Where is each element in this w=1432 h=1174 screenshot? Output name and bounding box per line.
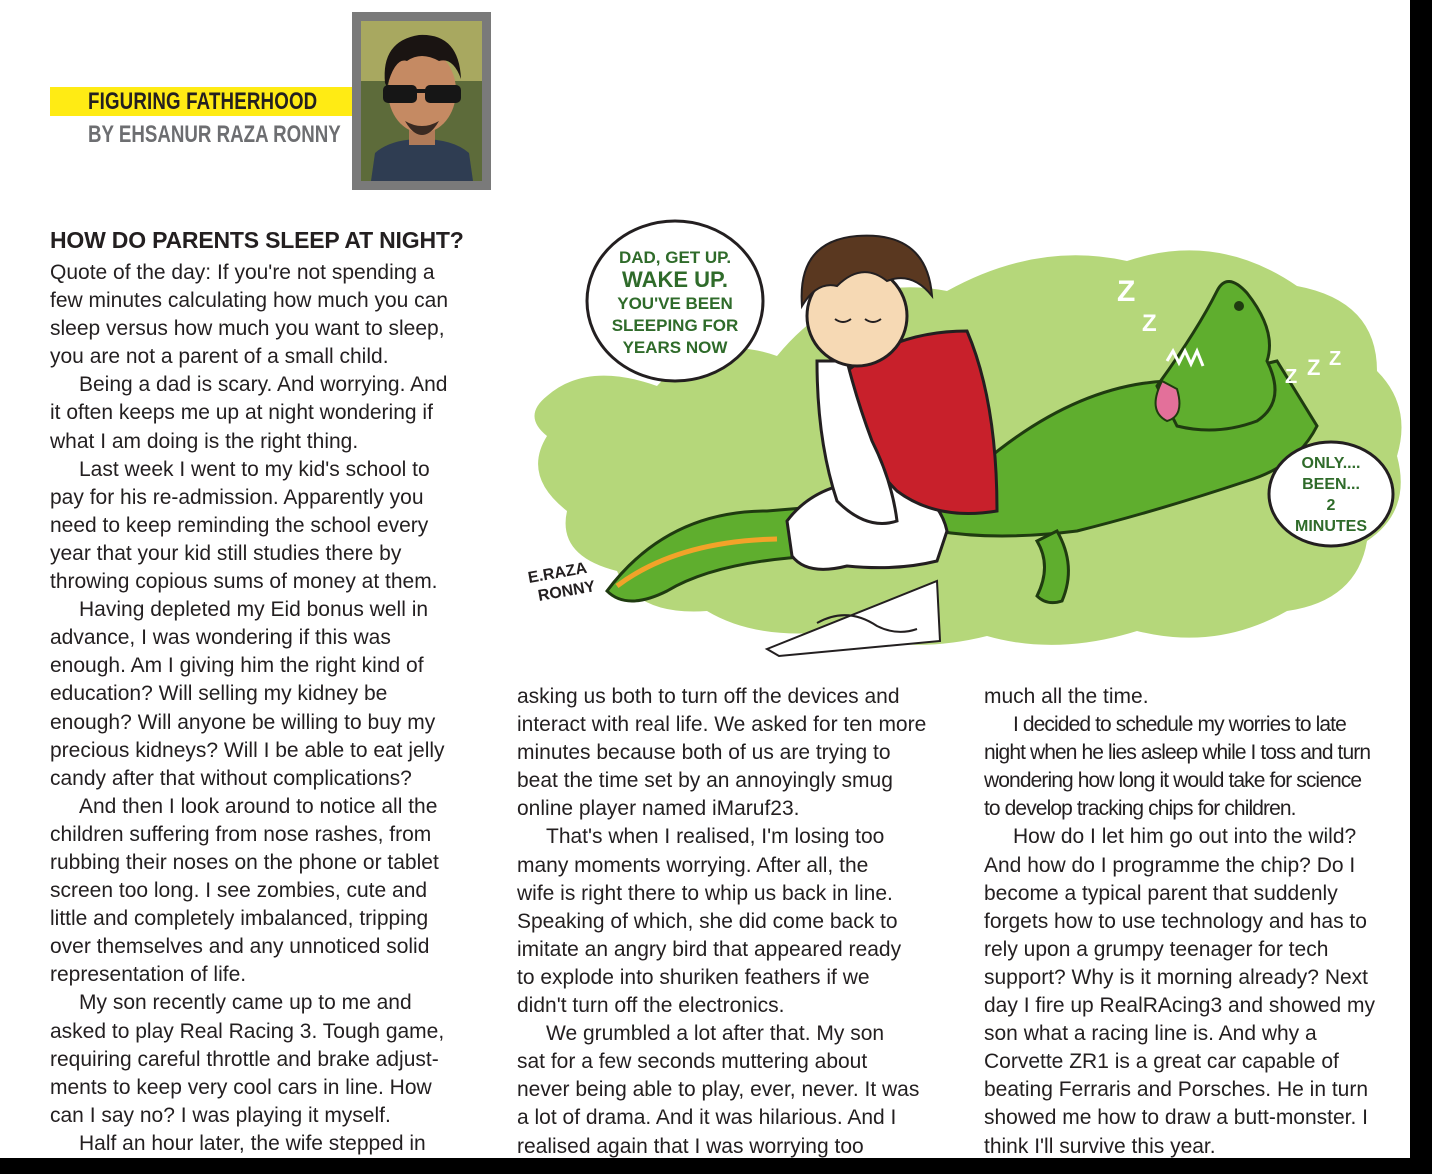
text-line: many moments worrying. After all, the — [517, 853, 869, 877]
crocodile-eye — [1234, 301, 1244, 311]
text-line: rely upon a grumpy teenager for tech — [984, 937, 1329, 961]
author-byline: BY EHSANUR RAZA RONNY — [88, 121, 341, 148]
text-line: think I'll survive this year. — [984, 1134, 1216, 1158]
bubble-right-line-1: ONLY.... — [1301, 455, 1361, 472]
text-line: Having depleted my Eid bonus well in — [79, 598, 429, 622]
bubble-right-line-3: 2 — [1326, 497, 1336, 514]
text-line: wondering how long it would take for science — [984, 769, 1362, 793]
text-line: interact with real life. We asked for ten more — [517, 713, 927, 737]
text-line: enough? Will anyone be willing to buy my — [50, 710, 436, 734]
snore-z: Z — [1102, 232, 1118, 262]
text-line: imitate an angry bird that appeared ready — [517, 937, 902, 961]
text-line: much all the time. — [984, 685, 1149, 708]
text-line: requiring careful throttle and brake adjust- — [50, 1047, 439, 1071]
text-line: ments to keep very cool cars in line. How — [50, 1075, 432, 1099]
text-line: you are not a parent of a small child. — [50, 345, 389, 369]
text-line: sleep versus how much you want to sleep, — [50, 317, 445, 341]
text-line: little and completely imbalanced, tripping — [50, 907, 429, 931]
snore-z: Z — [1329, 348, 1342, 370]
cartoon-illustration — [517, 211, 1410, 660]
text-line: We grumbled a lot after that. My son — [546, 1022, 885, 1046]
text-line: Being a dad is scary. And worrying. And — [79, 373, 448, 397]
bubble-left-line-3: YOU'VE BEEN — [617, 294, 733, 313]
text-line: Last week I went to my kid's school to — [79, 457, 430, 481]
text-line: advance, I was wondering if this was — [50, 626, 391, 650]
text-line: throwing copious sums of money at them. — [50, 570, 438, 594]
text-line: didn't turn off the electronics. — [517, 994, 785, 1018]
bubble-left-line-1: DAD, GET UP. — [618, 248, 732, 267]
column-kicker: FIGURING FATHERHOOD — [88, 88, 318, 115]
text-line: can I say no? I was playing it myself. — [50, 1103, 391, 1127]
text-line: precious kidneys? Will I be able to eat jelly — [50, 738, 445, 762]
text-line: And how do I programme the chip? Do I — [984, 853, 1356, 877]
article-column-3 — [984, 683, 1409, 1161]
text-line: pay for his re-admission. Apparently you — [50, 485, 424, 509]
text-line: Quote of the day: If you're not spending a — [50, 261, 435, 284]
text-line: That's when I realised, I'm losing too — [546, 825, 885, 849]
text-line: day I fire up RealRAcing3 and showed my — [984, 994, 1376, 1018]
text-line: education? Will selling my kidney be — [50, 682, 388, 706]
bubble-left-line-5: YEARS NOW — [622, 338, 728, 357]
text-line: online player named iMaruf23. — [517, 797, 800, 821]
author-photo — [352, 12, 491, 190]
text-line: children suffering from nose rashes, from — [50, 822, 432, 846]
bubble-left-line-2: WAKE UP. — [622, 267, 728, 292]
text-line: My son recently came up to me and — [79, 991, 412, 1015]
artist-signature-line-2: RONNY — [536, 578, 597, 605]
text-line: enough. Am I giving him the right kind of — [50, 654, 424, 678]
text-line: forgets how to use technology and has to — [984, 909, 1367, 933]
text-line: Corvette ZR1 is a great car capable of — [984, 1050, 1339, 1074]
text-line: I decided to schedule my worries to late — [1013, 713, 1346, 737]
text-line: year that your kid still studies there by — [50, 541, 402, 565]
text-line: wife is right there to whip us back in line. — [517, 881, 893, 905]
text-line: asked to play Real Racing 3. Tough game, — [50, 1019, 445, 1043]
text-line: beating Ferraris and Porsches. He in turn — [984, 1078, 1369, 1102]
snore-z: Z — [1307, 355, 1321, 380]
text-line: representation of life. — [50, 963, 247, 987]
text-line: to explode into shuriken feathers if we — [517, 965, 870, 989]
snore-z: Z — [1142, 310, 1157, 337]
text-line: minutes because both of us are trying to — [517, 741, 891, 765]
text-line: candy after that without complications? — [50, 766, 412, 790]
text-line: showed me how to draw a butt-monster. I — [984, 1106, 1369, 1130]
text-line: beat the time set by an annoyingly smug — [517, 769, 893, 793]
text-line: a lot of drama. And it was hilarious. And I — [517, 1106, 897, 1130]
text-line: rubbing their noses on the phone or tablet — [50, 850, 439, 874]
bubble-right-line-4: MINUTES — [1295, 518, 1367, 535]
text-line: realised again that I was worrying too — [517, 1134, 864, 1158]
author-portrait-image — [361, 21, 482, 181]
article-headline: HOW DO PARENTS SLEEP AT NIGHT? — [50, 227, 464, 253]
text-line: And then I look around to notice all the — [79, 794, 438, 818]
bubble-left-line-4: SLEEPING FOR — [611, 316, 739, 335]
text-line: over themselves and any unnoticed solid — [50, 935, 430, 959]
text-line: Half an hour later, the wife stepped in — [79, 1131, 426, 1155]
artist-signature-line-1: E.RAZA — [526, 559, 589, 587]
text-line: never being able to play, ever, never. It was — [517, 1078, 920, 1102]
text-line: need to keep reminding the school every — [50, 513, 429, 537]
snore-z: Z — [1285, 366, 1298, 388]
article-column-2 — [517, 683, 957, 1161]
text-line: support? Why is it morning already? Next — [984, 965, 1368, 989]
article-column-1 — [50, 259, 482, 1158]
snore-z: Z — [1117, 275, 1136, 308]
text-line: become a typical parent that suddenly — [984, 881, 1338, 905]
text-line: asking us both to turn off the devices and — [517, 685, 900, 708]
text-line: to develop tracking chips for children. — [984, 797, 1296, 821]
text-line: what I am doing is the right thing. — [50, 429, 359, 453]
text-line: sat for a few seconds muttering about — [517, 1050, 868, 1074]
text-line: it often keeps me up at night wondering if — [50, 401, 433, 425]
text-line: night when he lies asleep while I toss and turn — [984, 741, 1371, 765]
text-line: Speaking of which, she did come back to — [517, 909, 898, 933]
text-line: few minutes calculating how much you can — [50, 289, 449, 313]
text-line: son what a racing line is. And why a — [984, 1022, 1317, 1046]
text-line: screen too long. I see zombies, cute and — [50, 879, 428, 903]
page-edge-right — [1410, 0, 1432, 1174]
text-line: How do I let him go out into the wild? — [1013, 825, 1357, 849]
bubble-right-line-2: BEEN... — [1302, 476, 1360, 493]
